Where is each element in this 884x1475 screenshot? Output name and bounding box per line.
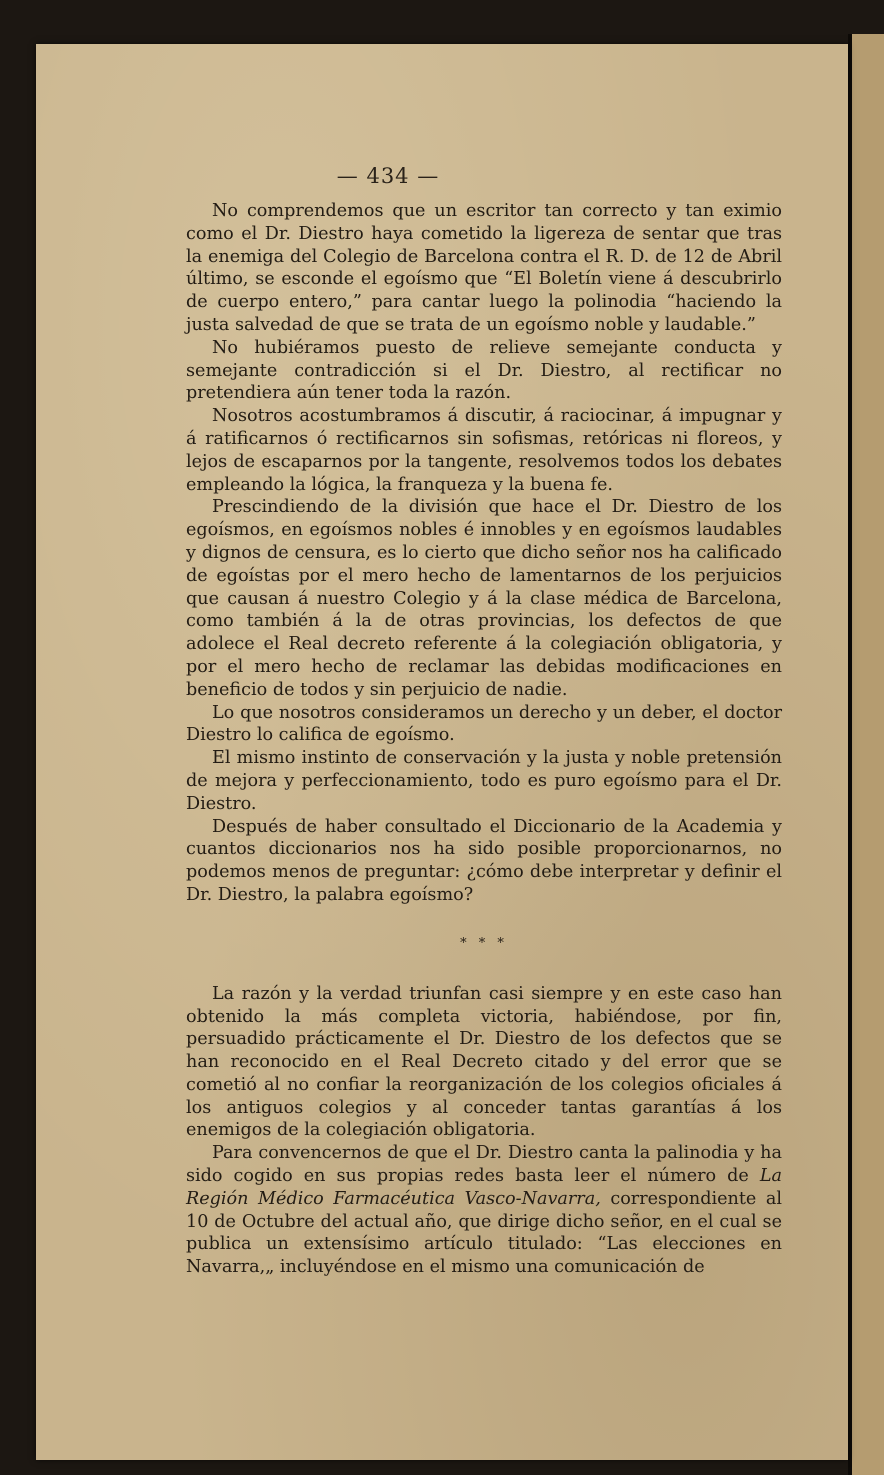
adjacent-page-edge [852,34,884,1475]
paragraph-6: El mismo instinto de conservación y la justa y noble pretensión de mejora y perfeccionamiento, todo es puro egoísmo para el Dr. Diestro. [186,748,782,814]
section-break [186,907,782,983]
paragraph-9 [186,1142,782,1279]
journal-title: La Región Médico Farmacéutica Vasco-Navarra, [186,1166,782,1209]
paragraph-9-end: correspondiente al 10 de Octubre del actual año, que dirige dicho señor, en el cual se publica un extensísimo artículo titulado: “Las elecciones en Navarra,„ incluyéndose en el mismo una comunicación de [186,1188,782,1278]
paragraph-8: La razón y la verdad triunfan casi siempre y en este caso han obtenido la más completa victoria, habiéndose, por fin, persuadido prácticamente el Dr. Diestro de los defectos que se han reconocido en el Real Decreto citado y del error que se cometió al no confiar la reorganización de los colegios oficiales á los antiguos colegios y al conceder tantas garantías á los enemigos de la colegiación obligatoria. [186,983,782,1141]
paragraph-9-start: Para convencernos de que el Dr. Diestro canta la palinodia y ha sido cogido en sus propias redes basta leer el número de [186,1143,782,1187]
asterism: * * * [460,936,508,952]
paragraph-2: No hubiéramos puesto de relieve semejante conducta y semejante contradicción si el Dr. Diestro, al rectificar no pretendiera aún tener toda la razón. [186,337,782,404]
paragraph-7: Después de haber consultado el Diccionario de la Academia y cuantos diccionarios nos ha sido posible proporcionarnos, no podemos menos de preguntar: ¿cómo debe interpretar y definir el Dr. Diestro, la palabra egoísmo? [186,816,782,905]
body-text [186,200,782,1279]
page-number: — 434 — [336,164,440,188]
paragraph-3: Nosotros acostumbramos á discutir, á raciocinar, á impugnar y á ratificarnos ó rectificarnos sin sofismas, retóricas ni floreos, y lejos de escaparnos por la tangente, resolvemos todos los debates empleando la lógica, la franqueza y la buena fe. [186,406,782,495]
page-sheet [36,44,848,1460]
paragraph-1: No comprendemos que un escritor tan correcto y tan eximio como el Dr. Diestro haya cometido la ligereza de sentar que tras la enemiga del Colegio de Barcelona contra el R. D. de 12 de Abril último, se esconde el egoísmo que “El Boletín viene á descubrirlo de cuerpo entero,” para cantar luego la polinodia “haciendo la justa salvedad de que se trata de un egoísmo noble y laudable.” [186,201,782,335]
paragraph-5: Lo que nosotros consideramos un derecho y un deber, el doctor Diestro lo califica de egoísmo. [186,702,782,746]
paragraph-4: Prescindiendo de la división que hace el Dr. Diestro de los egoísmos, en egoísmos nobles é innobles y en egoísmos laudables y dignos de censura, es lo cierto que dicho señor nos ha calificado de egoístas por el mero hecho de lamentarnos de los perjuicios que causan á nuestro Colegio y á la clase médica de Barcelona, como también á la de otras provincias, los defectos de que adolece el Real decreto referente á la colegiación obligatoria, y por el mero hecho de reclamar las debidas modificaciones en beneficio de todos y sin perjuicio de nadie. [186,497,782,700]
